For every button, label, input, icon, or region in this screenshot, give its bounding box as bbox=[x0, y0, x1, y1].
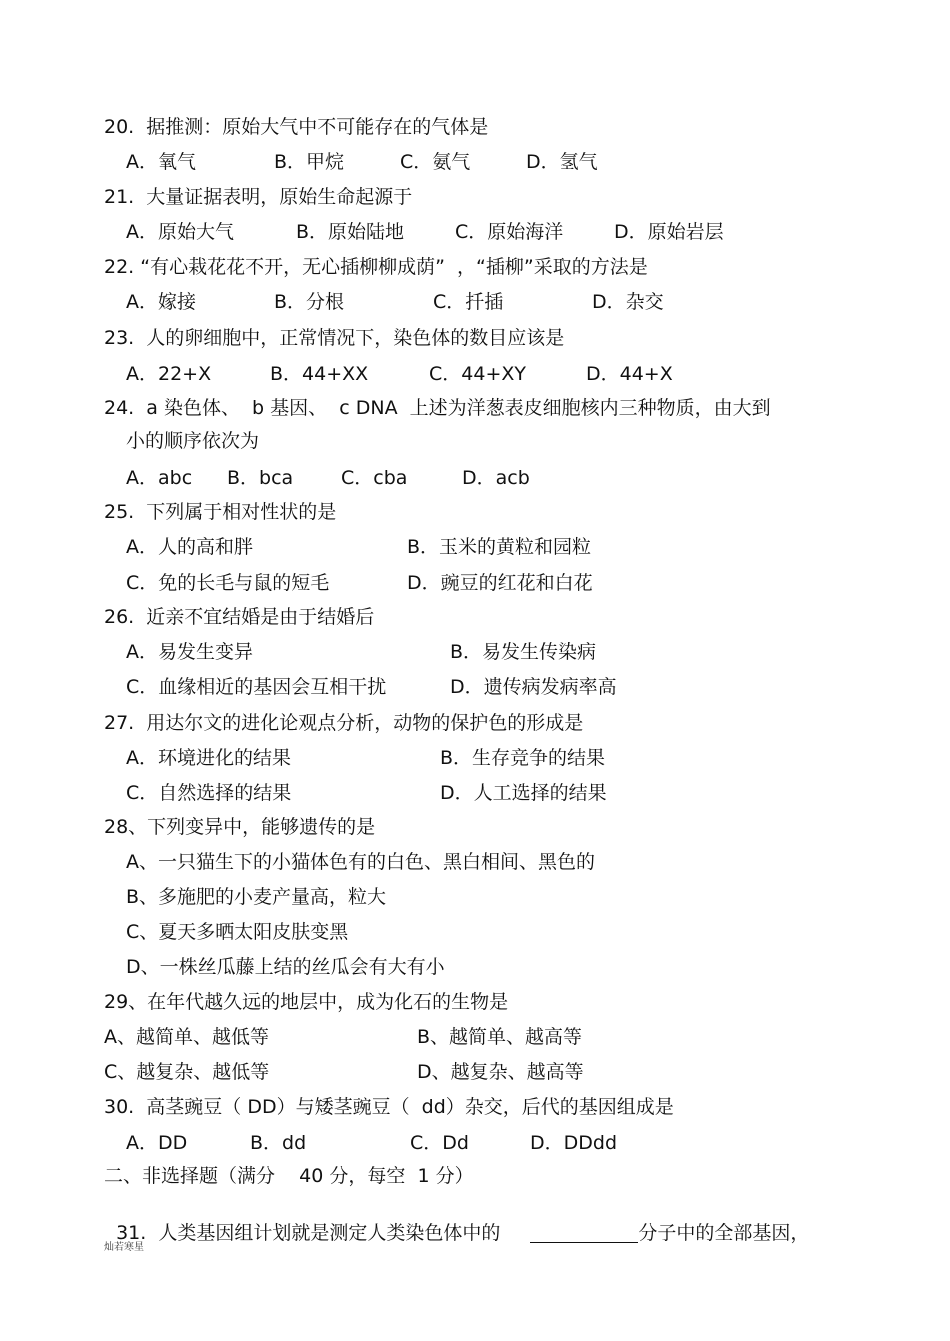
q29-option-b: B、越简单、越高等 bbox=[417, 1026, 583, 1048]
q27-option-a: A．环境进化的结果 bbox=[126, 747, 291, 769]
q21-option-c: C．原始海洋 bbox=[455, 221, 564, 243]
q26-option-c: C．血缘相近的基因会互相干扰 bbox=[126, 676, 387, 698]
q24-stem-line1: 24. a 染色体、 b 基因、 c DNA 上述为洋葱表皮细胞核内三种物质，由大到 bbox=[104, 397, 771, 419]
q24-option-b: B．bca bbox=[227, 467, 294, 489]
q28-option-d: D、一株丝瓜藤上结的丝瓜会有大有小 bbox=[126, 956, 445, 978]
q24-option-d: D．acb bbox=[462, 467, 530, 489]
q30-option-a: A．DD bbox=[126, 1132, 188, 1154]
q29-option-c: C、越复杂、越低等 bbox=[104, 1061, 270, 1083]
q27-option-b: B．生存竞争的结果 bbox=[440, 747, 606, 769]
q23-option-c: C．44+XY bbox=[429, 363, 526, 385]
section-heading: 二、非选择题（满分 40 分，每空 1 分） bbox=[104, 1165, 474, 1187]
q23-option-d: D．44+X bbox=[586, 363, 673, 385]
q21-stem: 21. 大量证据表明，原始生命起源于 bbox=[104, 186, 413, 208]
q22-option-b: B．分根 bbox=[274, 291, 345, 313]
q28-option-b: B、多施肥的小麦产量高，粒大 bbox=[126, 886, 387, 908]
q31-stem-pre: 31. 人类基因组计划就是测定人类染色体中的 bbox=[116, 1222, 501, 1244]
q25-option-a: A．人的高和胖 bbox=[126, 536, 253, 558]
q31-stem-post: 分子中的全部基因， bbox=[638, 1222, 810, 1244]
q24-option-c: C．cba bbox=[341, 467, 408, 489]
q22-option-d: D．杂交 bbox=[592, 291, 664, 313]
q25-option-d: D．豌豆的红花和白花 bbox=[407, 572, 593, 594]
q20-option-c: C．氨气 bbox=[400, 151, 471, 173]
q29-option-a: A、越简单、越低等 bbox=[104, 1026, 269, 1048]
q22-stem: 22. “有心栽花花不开，无心插柳柳成荫” ，“插柳”采取的方法是 bbox=[104, 256, 648, 278]
q30-stem: 30. 高茎豌豆（ DD）与矮茎豌豆（ dd）杂交，后代的基因组成是 bbox=[104, 1096, 674, 1118]
q27-option-c: C．自然选择的结果 bbox=[126, 782, 292, 804]
q21-option-b: B．原始陆地 bbox=[296, 221, 405, 243]
q26-option-b: B．易发生传染病 bbox=[450, 641, 597, 663]
q27-option-d: D．人工选择的结果 bbox=[440, 782, 607, 804]
q24-option-a: A．abc bbox=[126, 467, 193, 489]
q29-option-d: D、越复杂、越高等 bbox=[417, 1061, 584, 1083]
q23-option-a: A．22+X bbox=[126, 363, 212, 385]
q22-option-c: C．扦插 bbox=[433, 291, 504, 313]
q26-option-a: A．易发生变异 bbox=[126, 641, 253, 663]
q20-option-b: B．甲烷 bbox=[274, 151, 345, 173]
q28-option-c: C、夏天多晒太阳皮肤变黑 bbox=[126, 921, 349, 943]
q26-stem: 26. 近亲不宜结婚是由于结婚后 bbox=[104, 606, 375, 628]
q25-option-b: B．玉米的黄粒和园粒 bbox=[407, 536, 592, 558]
q24-stem-line2: 小的顺序依次为 bbox=[126, 430, 260, 452]
q25-stem: 25. 下列属于相对性状的是 bbox=[104, 501, 337, 523]
q31-stem bbox=[104, 1205, 809, 1243]
q30-option-d: D．DDdd bbox=[530, 1132, 618, 1154]
q28-stem: 28、下列变异中，能够遗传的是 bbox=[104, 816, 376, 838]
q28-option-a: A、一只猫生下的小猫体色有的白色、黑白相间、黑色的 bbox=[126, 851, 595, 873]
q22-option-a: A．嫁接 bbox=[126, 291, 196, 313]
q20-option-a: A．氧气 bbox=[126, 151, 196, 173]
q21-option-d: D．原始岩层 bbox=[614, 221, 724, 243]
q23-stem: 23. 人的卵细胞中，正常情况下，染色体的数目应该是 bbox=[104, 327, 565, 349]
q20-stem: 20. 据推测：原始大气中不可能存在的气体是 bbox=[104, 116, 489, 138]
q30-option-c: C．Dd bbox=[410, 1132, 469, 1154]
q30-option-b: B．dd bbox=[250, 1132, 307, 1154]
footer-watermark: 灿若寒星 bbox=[104, 1242, 144, 1253]
q31-answer-blank[interactable] bbox=[530, 1224, 638, 1243]
q27-stem: 27. 用达尔文的进化论观点分析，动物的保护色的形成是 bbox=[104, 712, 584, 734]
q23-option-b: B．44+XX bbox=[270, 363, 369, 385]
q20-option-d: D．氢气 bbox=[526, 151, 598, 173]
q26-option-d: D．遗传病发病率高 bbox=[450, 676, 617, 698]
q21-option-a: A．原始大气 bbox=[126, 221, 234, 243]
q25-option-c: C．免的长毛与鼠的短毛 bbox=[126, 572, 330, 594]
q29-stem: 29、在年代越久远的地层中，成为化石的生物是 bbox=[104, 991, 509, 1013]
